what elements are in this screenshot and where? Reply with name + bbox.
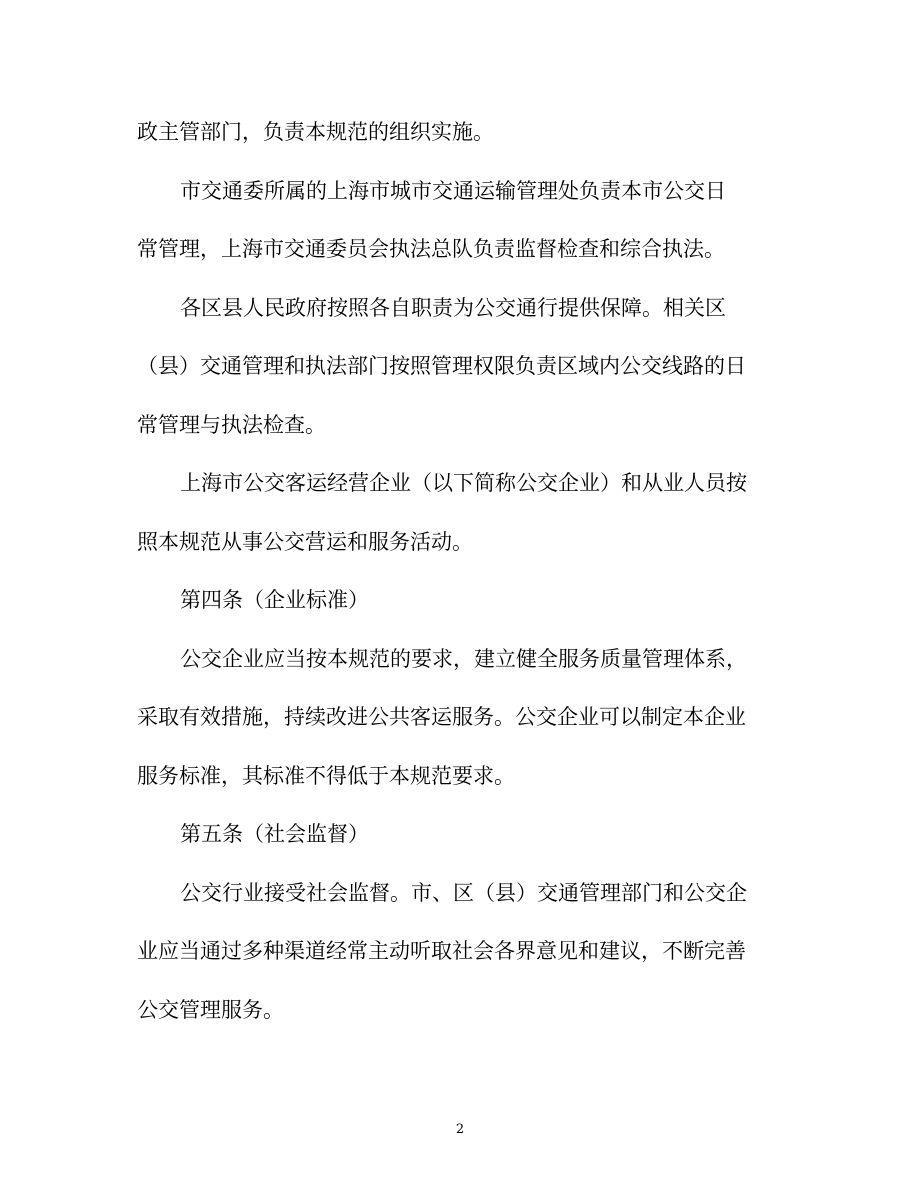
text-line: 常管理与执法检查。 bbox=[137, 412, 326, 437]
text-line: 市交通委所属的上海市城市交通运输管理处负责本市公交日 bbox=[180, 178, 726, 203]
text-line: 照本规范从事公交营运和服务活动。 bbox=[137, 529, 473, 554]
body-text bbox=[137, 103, 797, 1039]
text-line: 业应当通过多种渠道经常主动听取社会各界意见和建议，不断完善 bbox=[137, 939, 746, 963]
text-line: 上海市公交客运经营企业（以下简称公交企业）和从业人员按 bbox=[180, 471, 747, 495]
text-line: 公交行业接受社会监督。市、区（县）交通管理部门和公交企 bbox=[180, 880, 747, 905]
text-line: 各区县人民政府按照各自职责为公交通行提供保障。相关区 bbox=[180, 295, 726, 320]
page-number: 2 bbox=[455, 1122, 465, 1137]
text-line: 公交管理服务。 bbox=[137, 997, 284, 1022]
text-line: 常管理，上海市交通委员会执法总队负责监督检查和综合执法。 bbox=[137, 237, 725, 261]
section-heading: 第四条（企业标准） bbox=[180, 588, 369, 612]
text-line: 公交企业应当按本规范的要求，建立健全服务质量管理体系， bbox=[180, 646, 747, 671]
text-line: 采取有效措施，持续改进公共客运服务。公交企业可以制定本企业 bbox=[137, 705, 746, 729]
text-line: 服务标准，其标准不得低于本规范要求。 bbox=[137, 763, 515, 788]
section-heading: 第五条（社会监督） bbox=[180, 822, 369, 846]
text-line: 政主管部门，负责本规范的组织实施。 bbox=[137, 120, 494, 144]
text-line: （县）交通管理和执法部门按照管理权限负责区域内公交线路的日 bbox=[137, 354, 746, 378]
